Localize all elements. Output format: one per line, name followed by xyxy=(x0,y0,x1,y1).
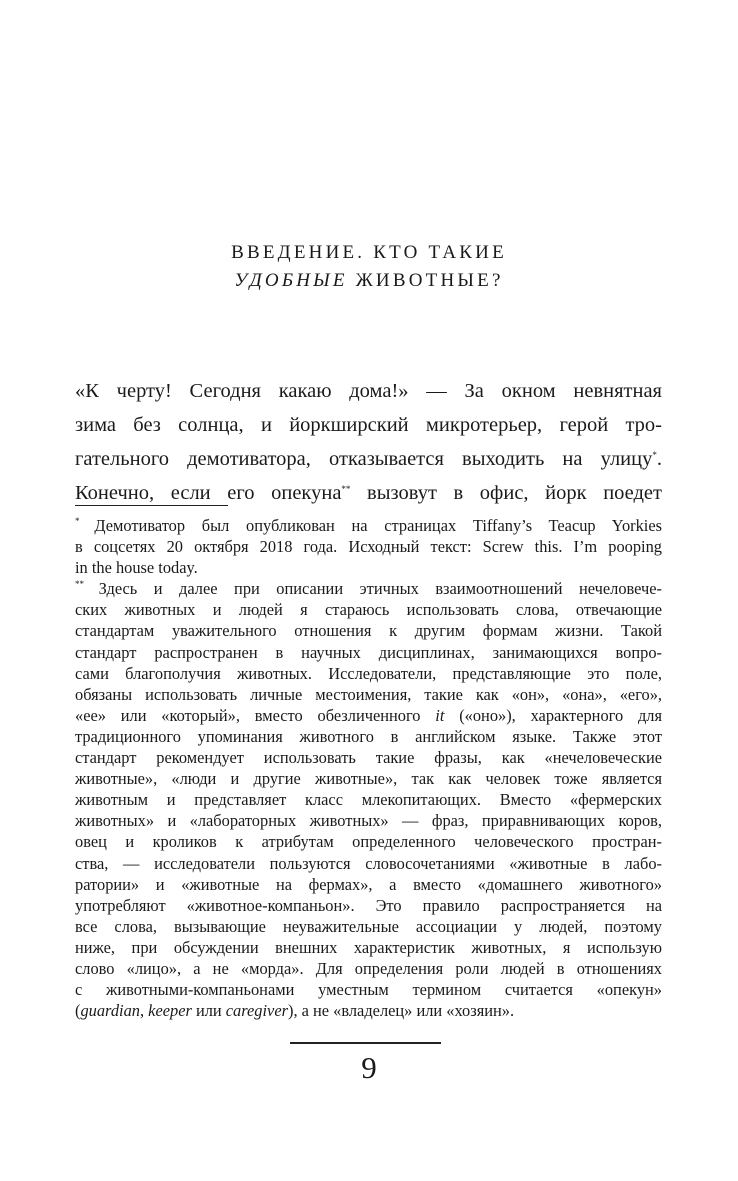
text-run: in the house today. xyxy=(75,558,198,578)
text-run: ниже, при обсуждении внешних характеристик животных, я использую xyxy=(75,937,662,957)
footnote-line xyxy=(75,831,662,852)
text-run: «К черту! Сегодня какаю дома!» — За окном невнятная xyxy=(75,380,662,402)
body-line xyxy=(75,376,662,410)
italic-text: guardian xyxy=(80,1001,140,1021)
footnote-line xyxy=(75,726,662,747)
page-number: 9 xyxy=(361,1050,377,1085)
body-line xyxy=(75,444,662,478)
text-run: Здесь и далее при описании этичных взаимоотношений нечеловече- xyxy=(98,579,662,599)
body-line xyxy=(75,478,662,512)
footnote-marker: ** xyxy=(75,579,99,590)
italic-text: it xyxy=(435,705,445,725)
text-run: ), а не «владелец» или «хозяин». xyxy=(287,1001,515,1021)
text-run: ства, — исследователи пользуются словосочетаниями «животные в лабо- xyxy=(75,853,662,873)
text-run: употребляют «животное-компаньон». Это правило распространяется на xyxy=(75,895,662,915)
page-number-rule xyxy=(290,1042,441,1044)
footnote-line xyxy=(75,557,662,578)
footnote-line xyxy=(75,599,662,620)
text-run: («оно»), характерного для xyxy=(444,705,662,725)
footnote-line xyxy=(75,663,662,684)
text-run: животных» и «лабораторных животных» — фраз, приравнивающих коров, xyxy=(75,811,662,831)
footnote-divider xyxy=(75,505,228,506)
footnote-line xyxy=(75,747,662,768)
footnote-line xyxy=(75,874,662,895)
text-run: гательного демотиватора, отказывается выходить на улицу xyxy=(75,448,653,470)
text-run: сами благополучия животных. Исследователи, представляющие это поле, xyxy=(75,663,662,683)
footnote-line xyxy=(75,620,662,641)
footnote-line xyxy=(75,642,662,663)
chapter-title-line-1: ВВЕДЕНИЕ. КТО ТАКИЕ xyxy=(231,242,507,263)
body-line xyxy=(75,410,662,444)
text-run: стандарт рекомендует использовать такие фразы, как «нечеловеческие xyxy=(75,748,662,768)
text-run: Демотиватор был опубликован на страницах Tiffany’s Teacup Yorkies xyxy=(94,516,662,535)
text-run: с животными-компаньонами уместным термином считается «опекун» xyxy=(75,980,662,1000)
text-run: животным и представляет класс млекопитающих. Вместо «фермерских xyxy=(75,790,662,810)
text-run: ратории» и «животные на фермах», а вместо «домашнего животного» xyxy=(75,874,662,894)
text-run: стандарт распространен в научных дисциплинах, занимающихся вопро- xyxy=(75,642,662,662)
footnote-marker: * xyxy=(75,516,95,526)
text-run: овец и кроликов к атрибутам определенного человеческого простран- xyxy=(75,832,662,852)
chapter-title-rest: ЖИВОТНЫЕ? xyxy=(347,270,504,291)
text-run: , xyxy=(139,1001,149,1021)
footnote-line xyxy=(75,705,662,726)
footnote-line xyxy=(75,578,662,599)
footnote-line xyxy=(75,853,662,874)
text-run: слово «лицо», а не «морда». Для определения роли людей в отношениях xyxy=(75,958,662,978)
text-run: традиционного упоминания животного в английском языке. Также этот xyxy=(75,726,662,746)
chapter-title-line-2 xyxy=(0,270,738,292)
italic-text: caregiver xyxy=(225,1001,288,1021)
footnote-line xyxy=(75,768,662,789)
text-run: или xyxy=(191,1001,226,1021)
italic-text: keeper xyxy=(148,1001,192,1021)
footnote-line xyxy=(75,515,662,536)
text-run: все слова, вызывающие неуважительные ассоциации у людей, поэтому xyxy=(75,916,662,936)
footnote-line xyxy=(75,937,662,958)
footnote-line xyxy=(75,979,662,1000)
text-run: «ее» или «который», вместо обезличенного xyxy=(75,705,436,725)
text-run: зима без солнца, и йоркширский микротерьер, герой тро- xyxy=(75,414,662,436)
footnote-line xyxy=(75,1000,662,1021)
footnote-1 xyxy=(75,515,662,578)
text-run: животные», «люди и другие животные», так как человек тоже является xyxy=(75,769,662,789)
footnote-line xyxy=(75,895,662,916)
footnote-2 xyxy=(75,578,662,1021)
footnote-line xyxy=(75,810,662,831)
text-run: вызовут в офис, йорк поедет xyxy=(350,482,662,504)
text-run: в соцсетях 20 октября 2018 года. Исходный текст: Screw this. I’m pooping xyxy=(75,537,662,557)
footnote-line xyxy=(75,789,662,810)
text-run: Конечно, если его опекуна xyxy=(75,482,342,504)
text-run: ( xyxy=(75,1001,81,1021)
text-run: обязаны использовать личные местоимения, такие как «он», «она», «его», xyxy=(75,684,662,704)
text-run: . xyxy=(656,448,662,470)
footnote-line xyxy=(75,536,662,557)
footnotes xyxy=(75,515,662,1021)
footnote-marker: * xyxy=(652,450,657,460)
footnote-line xyxy=(75,958,662,979)
chapter-title-italic: УДОБНЫЕ xyxy=(234,270,348,291)
footnote-line xyxy=(75,916,662,937)
body-text xyxy=(75,376,662,512)
footnote-line xyxy=(75,684,662,705)
text-run: стандартам уважительного отношения к другим формам жизни. Такой xyxy=(75,621,662,641)
text-run: ских животных и людей я стараюсь использовать слова, отвечающие xyxy=(75,600,662,620)
footnote-marker: ** xyxy=(341,484,351,494)
